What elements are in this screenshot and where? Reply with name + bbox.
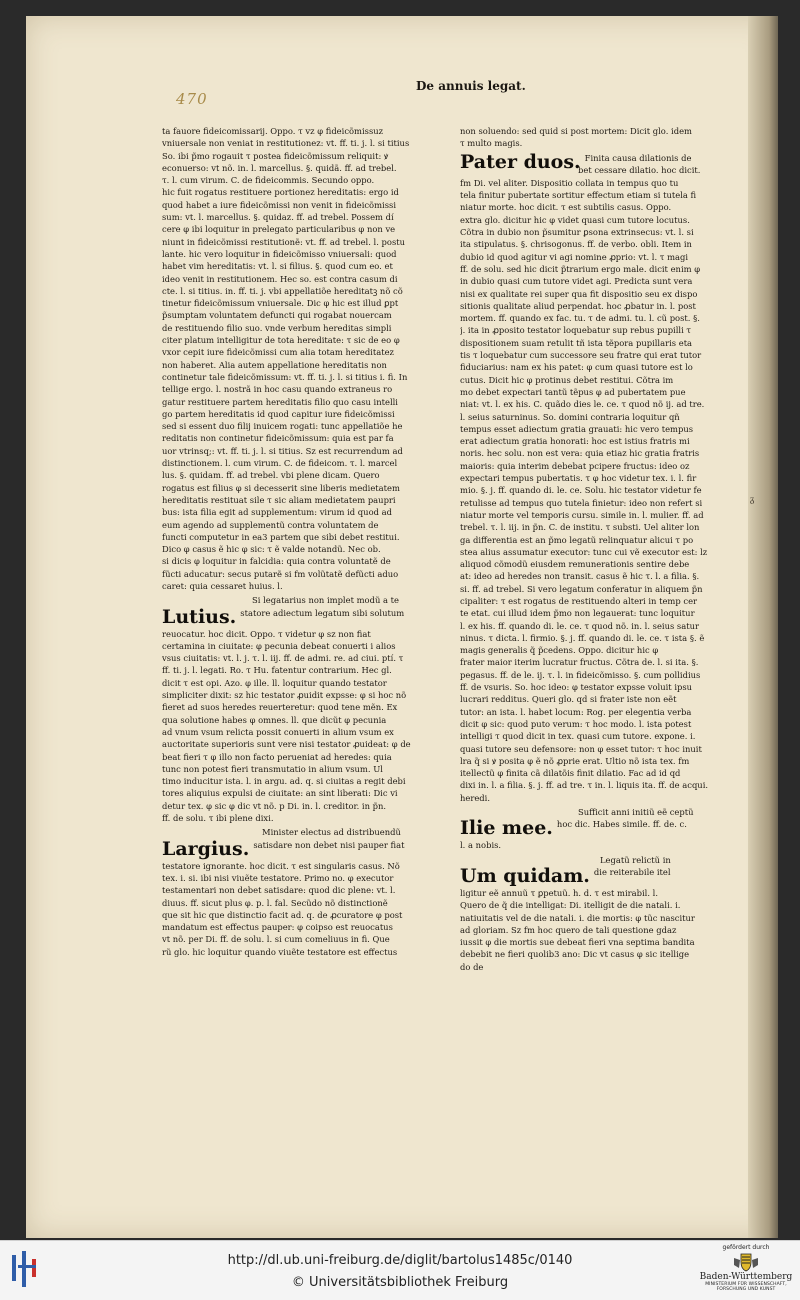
text-line: vxor cepit iure fideicõmissi cum alia totam hereditatez (162, 347, 394, 358)
text-line: aliquod cõmodũ eiusdem remunerationis sentire debe (460, 559, 690, 570)
text-line: tis τ loquebatur cum successore seu fratre qui erat tutor (460, 350, 702, 361)
text-line: tinetur fideicõmissum vniuersale. Dic φ hic est illud ꝑpt (162, 298, 399, 309)
lemma-tail: bet cessare dilatio. hoc dicit. (578, 164, 701, 175)
text-line: ff. de solu. τ ibi plene dixi. (162, 813, 274, 824)
text-line: frater maior iterim lucratur fructus. Cõtra de. l. si ita. §. (460, 657, 699, 668)
text-line: lante. hic vero loquitur in fideicõmisso vniuersali: quod (162, 248, 397, 259)
document-url-link[interactable]: http://dl.ub.uni-freiburg.de/diglit/bartolus1485c/0140 (227, 1253, 573, 1268)
text-line: stea alius assumatur executor: tunc cui vẽ executor est: lz (460, 546, 708, 557)
text-line: citer platum intelligitur de tota hereditate: τ sic de eo φ (162, 335, 400, 346)
text-line: hic fuit rogatus restituere portionez hereditatis: ergo id (162, 187, 399, 198)
text-line: dicit φ sic: quod puto verum: τ hoc modo. l. ista potest (460, 718, 692, 729)
text-line: diuus. ff. sicut plus φ. p. l. fal. Secũdo nõ distinctionẽ (162, 897, 388, 908)
text-line: niatur morte. hoc dicit. τ est subtilis casus. Oppo. (460, 202, 672, 213)
lemma-head: Finita causa dilationis de (584, 152, 692, 163)
text-line: tores aliquius expulsi de ciuitate: an sint liberati: Dic vi (162, 788, 398, 799)
text-line: Cõtra in dubio non p̃sumitur ꝑsona extrinsecus: vt. l. si (460, 227, 694, 238)
text-line: tutor: an ista. l. habet locum: Rog. per elegentia verba (460, 706, 692, 717)
text-line: iussit φ die mortis sue debeat fieri vna septima bandita (460, 937, 695, 948)
text-line: sum: vt. l. marcellus. §. quidaz. ff. ad trebel. Possem dí (162, 212, 394, 223)
text-line: sitionis qualitate aliud perpendat. hoc ꝓbatur in. l. post (460, 300, 696, 311)
text-line: ff. ti. j. l. legati. Ro. τ Hu. fatentur contrarium. Hec gl. (162, 665, 392, 676)
text-line: ligitur eẽ annuũ τ ꝑpetuũ. h. d. τ est mirabil. l. (460, 887, 659, 898)
text-line: tempus esset adiectum gratia grauati: hic vero tempus (460, 423, 694, 434)
text-line: lucrari redditus. Queri glo. qd si frater iste non eẽt (460, 694, 677, 705)
sponsor-logo[interactable] (698, 1244, 794, 1298)
text-line: timo inducitur ista. l. in argu. ad. q. si ciuitas a regit debi (162, 776, 406, 787)
text-line: lra q̃ si ꝟ posita φ ẽ nõ ꝓprie erat. Ultio nõ ista tex. fm (460, 755, 690, 766)
left-lemma-1 (162, 594, 424, 626)
text-line: niunt in fideicõmissi restitutionẽ: vt. ff. ad trebel. l. postu (162, 236, 405, 247)
text-line: testamentari non debet satisdare: quod dic plene: vt. l. (162, 885, 396, 896)
text-line: ad vnum vsum relicta possit conuerti in alium vsum ex (162, 726, 394, 737)
text-line: rũ glo. hic loquitur quando viuẽte testatore est effectus (162, 946, 398, 957)
text-line: cere φ ibi loquitur in prelegato particularibus φ non ve (162, 224, 396, 235)
text-line: si dicis φ loquitur in falcidia: quia contra voluntatẽ de (162, 556, 391, 567)
text-line: extra glo. dicitur hic φ videt quasi cum tutore locutus. (460, 214, 690, 225)
lemma-word: Lutius. (162, 605, 237, 628)
text-line: Dico φ casus ẽ hic φ sic: τ ẽ valde notandũ. Nec ob. (162, 544, 381, 555)
text-line: tex. i. si. ibi nisi viuẽte testatore. Primo no. φ executor (162, 872, 394, 883)
text-line: pegasus. ff. de le. ij. τ. l. in fideicõmisso. §. cum pollidius (460, 669, 701, 680)
text-line: ideo venit in restitutionem. Hec so. est contra casum di (162, 273, 398, 284)
right-text-block-c (460, 839, 722, 851)
right-lemma-3 (460, 854, 722, 886)
text-line: qua solutione habes φ omnes. ll. que dicũt φ pecunia (162, 714, 387, 725)
text-line: ita stipulatus. §. chrisogonus. ff. de verbo. obli. Item in (460, 239, 692, 250)
text-line: ad gloriam. Sz fm hoc quero de tali questione gdaz (460, 924, 677, 935)
lemma-tail: die reiterabile itel (593, 866, 671, 877)
lemma-word: Um quidam. (460, 864, 590, 887)
folio-number: 470 (176, 90, 208, 108)
text-line: τ multo magis. (460, 138, 523, 149)
text-line: detur tex. φ sic φ dic vt nõ. p Di. in. l. creditor. in p̃n. (162, 800, 387, 811)
text-line: simpliciter dixit: sz hic testator ꝓuidit expsse: φ si hoc nõ (162, 690, 407, 701)
running-head: De annuis legat. (416, 79, 526, 93)
text-line: l. a nobis. (460, 840, 502, 851)
text-line: habet vim hereditatis: vt. l. si filius. §. quod cum eo. et (162, 261, 393, 272)
text-line: sed si essent duo filij inuicem rogati: tunc appellatiõe he (162, 421, 403, 432)
right-text-block-b (460, 177, 722, 804)
right-lemma-2 (460, 806, 722, 838)
text-line: ff. de vsuris. So. hoc ideo: φ testator expsse voluit ipsu (460, 682, 693, 693)
text-line: tela finitur pubertate sortitur effectum etiam si tutela fi (460, 190, 697, 201)
copyright-notice: © Universitätsbibliothek Freiburg (291, 1275, 509, 1290)
text-line: eum agendo ad supplementũ contra voluntatem de (162, 519, 379, 530)
text-line: p̃sumptam voluntatem defuncti qui rogabat nouercam (162, 310, 392, 321)
lemma-word: Ilie mee. (460, 817, 553, 840)
text-line: fm Di. vel aliter. Dispositio collata in tempus quo tu (460, 177, 679, 188)
text-line: certamina in ciuitate: φ pecunia debeat conuerti i alios (162, 640, 396, 651)
text-line: tellige ergo. l. nostrã in hoc casu quando extraneus ro (162, 384, 393, 395)
text-line: cte. l. si titius. in. ff. ti. j. vbi appellatiõe hereditatꝫ nõ cõ (162, 285, 403, 296)
text-line: in dubio quasi cum tutore videt agi. Predicta sunt vera (460, 276, 693, 287)
text-line: vniuersale non veniat in restitutionez: vt. ff. ti. j. l. si titius (162, 138, 410, 149)
text-line: Quero de q̃ die intelligat: Di. itelligit de die natali. i. (460, 900, 681, 911)
text-line: at: ideo ad heredes non transit. casus ẽ hic τ. l. a filia. §. (460, 571, 700, 582)
text-line: non soluendo: sed quid si post mortem: Dicit glo. idem (460, 126, 692, 136)
text-line: quasi tutore seu defensore: non φ esset tutor: τ hoc inuit (460, 743, 702, 754)
text-line: heredi. (460, 792, 491, 803)
text-line: beat fieri τ φ illo non facto perueniat ad heredes: quia (162, 751, 392, 762)
lemma-tail: statore adiectum legatum sibi solutum (240, 607, 405, 618)
text-line: retulisse ad tempus quo tutela finietur: ideo non refert si (460, 497, 703, 508)
text-line: j. ita in ꝓposito testator loquebatur sup rebus pupilli τ (460, 325, 692, 336)
text-line: niatur morte vel temporis cursu. simile in. l. mulier. ff. ad (460, 509, 704, 520)
lemma-head: Minister electus ad distribuendũ (262, 827, 401, 838)
text-line: l. ex his. ff. quando di. le. ce. τ quod nõ. in. l. seius satur (460, 620, 699, 631)
text-line: reuocatur. hoc dicit. Oppo. τ videtur φ sz non fiat (162, 628, 371, 639)
text-line: dubio id quod agitur vi agi nomine ꝓprio: vt. l. τ magi (460, 251, 689, 262)
text-line: ga differentia est an p̃mo legatũ relinquatur alicui τ po (460, 534, 694, 545)
text-line: cipaliter: τ est rogatus de restituendo alteri in temp cer (460, 595, 698, 606)
margin-mark: ᵹ (750, 495, 755, 505)
text-line: fũcti aducatur: secus putarẽ si fm volũtatẽ defũcti aduo (162, 568, 399, 579)
text-line: tunc non potest fieri transmutatio in alium vsum. Ul (162, 763, 383, 774)
lemma-word: Largius. (162, 837, 250, 860)
text-line: hereditatis restituat sile τ sic aliam medietatem paupri (162, 494, 396, 505)
right-text-block-a (460, 125, 722, 150)
text-line: τ. l. cum virum. C. de fideicommis. Secundo oppo. (162, 175, 375, 186)
text-line: intelligi τ quod dicit in tex. quasi cum tutore. expone. i. (460, 731, 696, 742)
text-line: do de (460, 961, 484, 972)
lemma-head: Sufficit anni initiũ eẽ ceptũ (578, 807, 694, 818)
lemma-tail: hoc dic. Habes simile. ff. de. c. (556, 819, 687, 830)
right-text-block-d (460, 887, 722, 973)
text-line: bus: ista filia egit ad supplementum: virum id quod ad (162, 507, 392, 518)
text-line: trebel. τ. l. iij. in p̃n. C. de institu. τ substi. Uel aliter lon (460, 522, 700, 533)
text-line: quod habet a iure fideicõmissi non venit in fideicõmissi (162, 199, 396, 210)
text-line: rogatus est filius φ si decesserit sine liberis medietatem (162, 482, 400, 493)
text-line: non haberet. Alia autem appellatione hereditatis non (162, 359, 387, 370)
text-line: cutus. Dicit hic φ protinus debet restitui. Cõtra im (460, 374, 674, 385)
lemma-head: Si legatarius non implet modũ a te (252, 595, 399, 606)
text-line: testatore ignorante. hoc dicit. τ est singularis casus. Nõ (162, 860, 400, 871)
text-line: ninus. τ dicta. l. firmio. §. j. ff. quando di. le. ce. τ ista §. ẽ (460, 632, 705, 643)
text-line: maioris: quia interim debebat pcipere fructus: ideo oz (460, 460, 690, 471)
footer-bar (0, 1240, 800, 1300)
right-column (460, 125, 722, 973)
lemma-tail: satisdare non debet nisi pauper fiat (253, 839, 405, 850)
text-line: So. ibi p̃mo rogauit τ postea fideicõmissum reliquit: ꝟ (162, 150, 389, 161)
text-line: gatur restituere partem hereditatis filio quo casu intelli (162, 396, 398, 407)
text-line: si. ff. ad trebel. Si vero legatum conferatur in aliquem p̃n (460, 583, 703, 594)
text-line: ff. de solu. sed hic dicit p̃trarium ergo male. dicit enim φ (460, 263, 701, 274)
text-line: l. seius saturninus. So. domini contraria loquitur qñ (460, 411, 680, 422)
sponsor-caption: gefördert durch (722, 1244, 770, 1251)
text-line: de restituendo filio suo. vnde verbum hereditas simpli (162, 322, 392, 333)
coat-of-arms-icon (732, 1252, 760, 1272)
text-line: debebit ne fieri quolib3 ano: Dic vt casus φ sic itellige (460, 949, 690, 960)
text-line: dispositionem suam retulit tñ ista tẽpora pupillaris eta (460, 337, 693, 348)
text-line: mortem. ff. quando ex fac. tu. τ de admi. tu. l. cũ post. §. (460, 313, 700, 324)
text-line: uor vtrinsq;: vt. ff. ti. j. l. si titius. Sz est recurrendum ad (162, 445, 403, 456)
text-line: niat: vt. l. ex his. C. quãdo dies le. ce. τ quod nõ ij. ad tre. (460, 399, 705, 410)
text-line: auctoritate superioris sunt vere nisi testator ꝓuideat: φ de (162, 739, 411, 750)
text-line: itellectũ φ finita cã dilatõis finit dilatio. Fac ad id qd (460, 768, 681, 779)
text-line: nisi ex qualitate rei super qua fit dispositio seu ex dispo (460, 288, 698, 299)
sponsor-name: Baden-Württemberg (699, 1272, 793, 1282)
text-line: distinctionem. l. cum virum. C. de fideicom. τ. l. marcel (162, 458, 398, 469)
left-column (162, 125, 424, 958)
left-text-block-b (162, 628, 424, 825)
text-line: reditatis non continetur fideicõmissum: quia est par fa (162, 433, 394, 444)
text-line: te etat. cui illud idem p̃mo non legauerat: tunc loquitur (460, 608, 695, 619)
text-line: econuerso: vt nõ. in. l. marcellus. §. quidã. ff. ad trebel. (162, 162, 397, 173)
text-line: erat adiectum gratia honorati: hoc est istius fratris mi (460, 436, 690, 447)
text-line: vt nõ. per Di. ff. de solu. l. si cum comeliuus in fi. Que (162, 934, 390, 945)
text-line: dixi in. l. a filia. §. j. ff. ad tre. τ in. l. liquis ita. ff. de acqui. (460, 780, 709, 791)
text-line: continetur tale fideicõmissum: vt. ff. ti. j. l. si titius i. fi. In (162, 371, 408, 382)
sponsor-subtitle: MINISTERIUM FÜR WISSENSCHAFT, FORSCHUNG UND KUNST (705, 1282, 787, 1292)
text-line: functi computetur in ea3 partem que sibi debet restitui. (162, 531, 400, 542)
text-line: que sit hic que distinctio facit ad. q. de ꝓcuratore φ post (162, 909, 403, 920)
text-line: caret: quia cessaret huius. l. (162, 580, 283, 591)
text-line: fieret ad suos heredes reuerteretur: quod tene mẽn. Ex (162, 702, 398, 713)
text-line: natiuitatis vel de die natali. i. die mortis: φ tũc nascitur (460, 912, 695, 923)
left-text-block-a (162, 125, 424, 592)
lemma-head: Legatũ relictũ in (600, 854, 671, 865)
page-edge-shadow (748, 16, 778, 1238)
text-line: mo debet expectari tantũ tẽpus φ ad pubertatem pue (460, 386, 686, 397)
text-line: vsus ciuitatis: vt. l. j. τ. l. iij. ff. de admi. re. ad ciui. ptí. τ (162, 653, 404, 664)
text-line: mandatum est effectus pauper: φ coipso est reuocatus (162, 922, 393, 933)
text-line: dicit τ est opi. Azo. φ ille. ll. loquitur quando testator (162, 677, 387, 688)
text-line: fiduciarius: nam ex his patet: φ cum quasi tutore est lo (460, 362, 693, 373)
text-line: lus. §. quidam. ff. ad trebel. vbi plene dicam. Quero (162, 470, 380, 481)
left-lemma-2 (162, 826, 424, 858)
text-line: expectari tempus pubertatis. τ φ hoc videtur tex. i. l. fir (460, 473, 697, 484)
left-text-block-c (162, 860, 424, 958)
text-line: noris. hec solu. non est vera: quia etiaz hic gratia fratris (460, 448, 700, 459)
text-line: magis generalis q̃ p̃cedens. Oppo. dicitur hic φ (460, 645, 659, 656)
text-line: mio. §. j. ff. quando di. le. ce. Solu. hic testator videtur fe (460, 485, 702, 496)
lemma-word: Pater duos. (460, 150, 581, 173)
right-lemma-1 (460, 152, 722, 176)
text-line: go partem hereditatis id quod capitur iure fideicõmissi (162, 408, 395, 419)
text-line: ta fauore fideicomissarij. Oppo. τ vz φ fideicõmissuz (162, 126, 384, 136)
